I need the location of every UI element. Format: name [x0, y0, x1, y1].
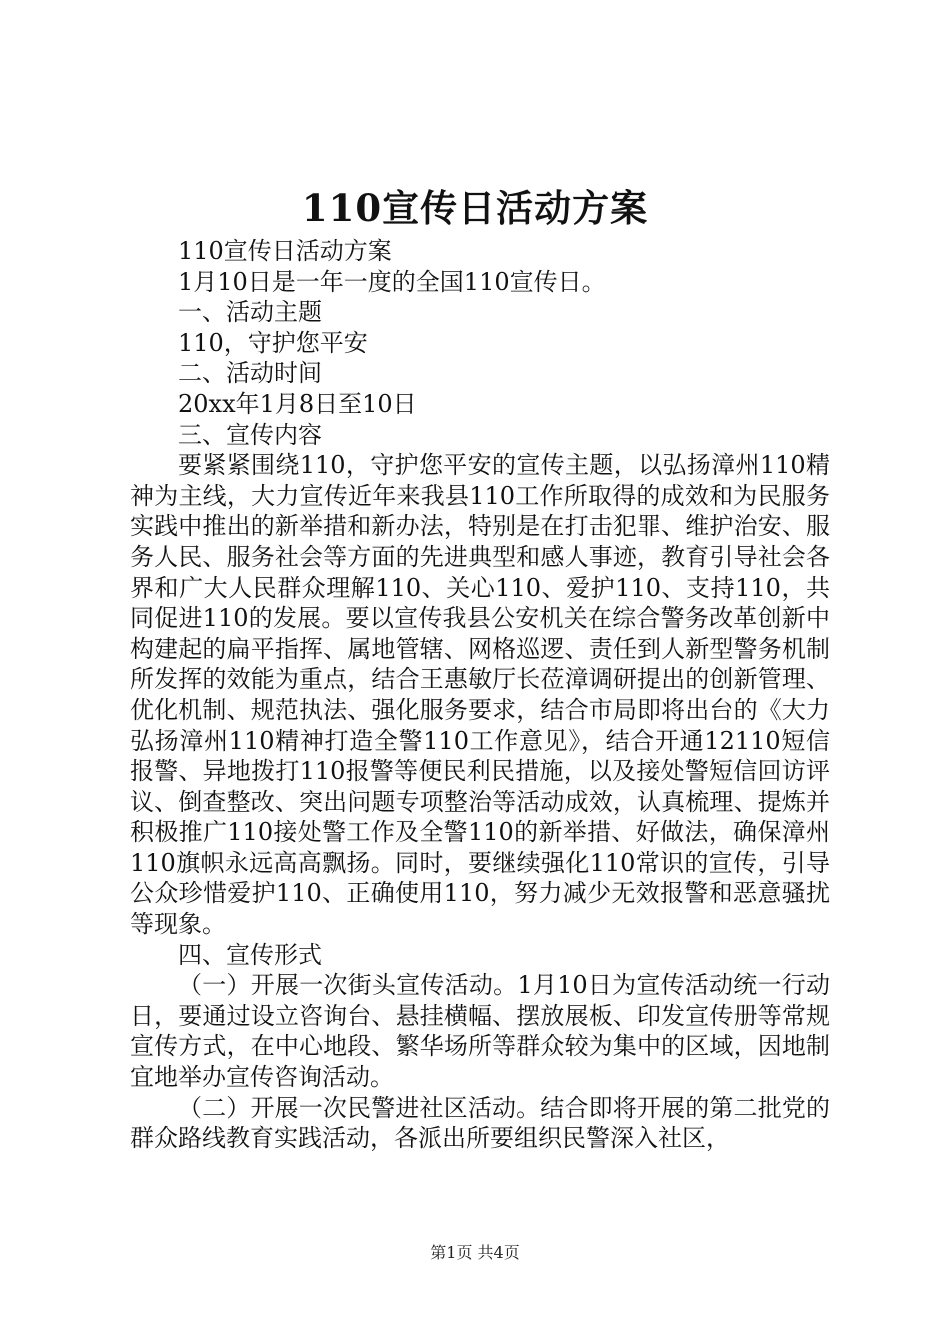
section-heading-content: 三、宣传内容	[178, 420, 322, 449]
document-body	[130, 236, 830, 1154]
subtitle-line: 110宣传日活动方案	[178, 237, 392, 265]
section-heading-time: 二、活动时间	[178, 359, 322, 388]
page-footer: 第1页 共4页	[430, 1243, 520, 1262]
time-text: 20xx年1月8日至10日	[178, 389, 417, 418]
intro-line: 1月10日是一年一度的全国110宣传日。	[178, 267, 606, 296]
form-item-1: （一）开展一次街头宣传活动。1月10日为宣传活动统一行动日，要通过设立咨询台、悬挂横幅、摆放展板、印发宣传册等常规宣传方式，在中心地段、繁华场所等群众较为集中的区域，因地制宜地举办宣传咨询活动。	[130, 971, 830, 1092]
section-heading-form: 四、宣传形式	[178, 940, 322, 969]
content-paragraph: 要紧紧围绕110，守护您平安的宣传主题，以弘扬漳州110精神为主线，大力宣传近年来我县110工作所取得的成效和为民服务实践中推出的新举措和新办法，特别是在打击犯罪、维护治安、服务人民、服务社会等方面的先进典型和感人事迹，教育引导社会各界和广大人民群众理解110、关心110、爱护110、支持110，共同促进110的发展。要以宣传我县公安机关在综合警务改革创新中构建起的扁平指挥、属地管辖、网格巡逻、责任到人新型警务机制所发挥的效能为重点，结合王惠敏厅长莅漳调研提出的创新管理、优化机制、规范执法、强化服务要求，结合市局即将出台的《大力弘扬漳州110精神打造全警110工作意见》，结合开通12110短信报警、异地拨打110报警等便民利民措施，以及接处警短信回访评议、倒查整改、突出问题专项整治等活动成效，认真梳理、提炼并积极推广110接处警工作及全警110的新举措、好做法，确保漳州110旗帜永远高高飘扬。同时，要继续强化110常识的宣传，引导公众珍惜爱护110、正确使用110，努力减少无效报警和恶意骚扰等现象。	[130, 451, 830, 939]
theme-text: 110，守护您平安	[178, 328, 368, 357]
section-heading-theme: 一、活动主题	[178, 298, 322, 327]
document-title: 110宣传日活动方案	[301, 186, 649, 230]
form-item-2: （二）开展一次民警进社区活动。结合即将开展的第二批党的群众路线教育实践活动，各派出所要组织民警深入社区，	[130, 1093, 830, 1153]
